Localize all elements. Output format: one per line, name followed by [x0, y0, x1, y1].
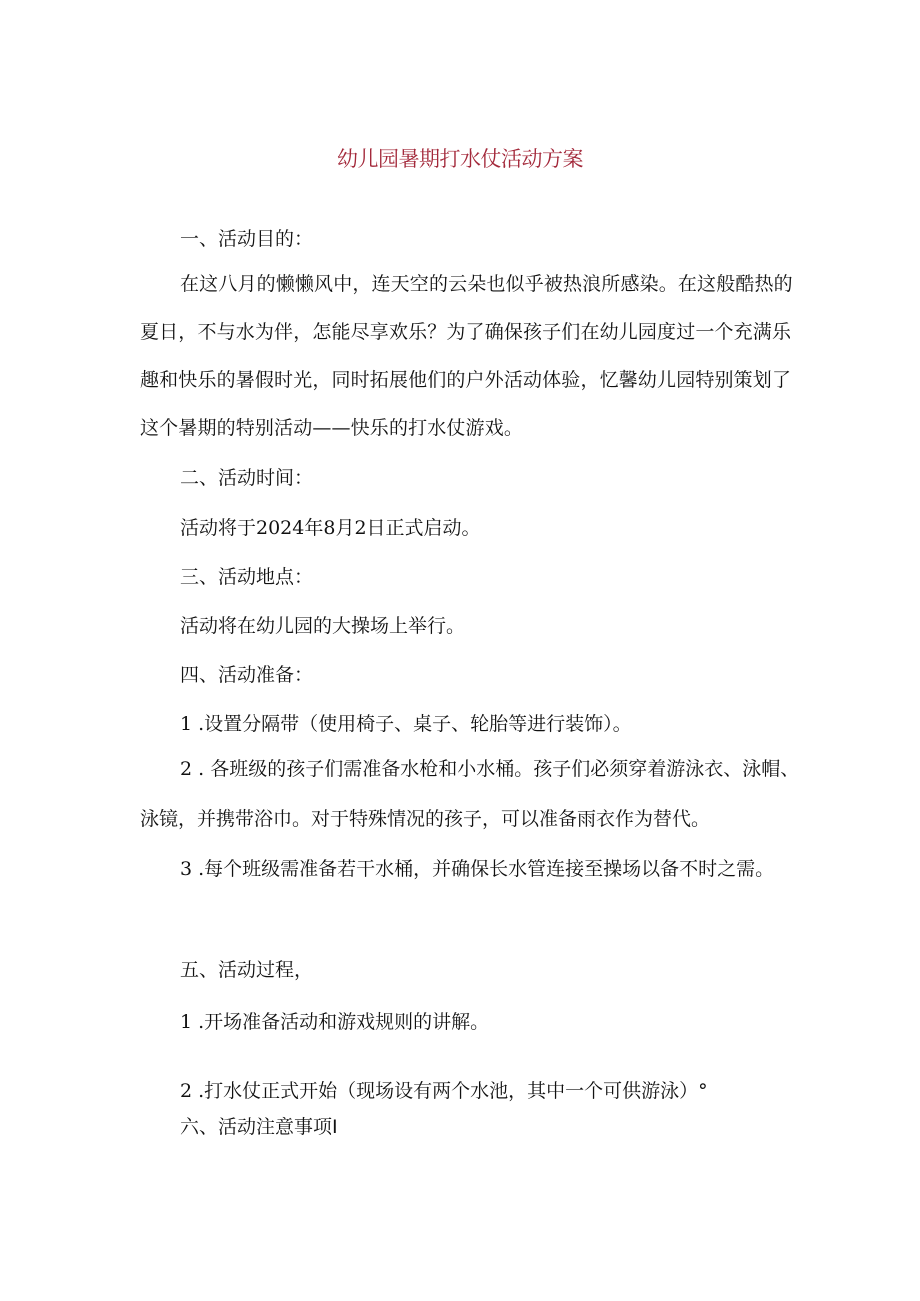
process-item-1: 1 .开场准备活动和游戏规则的讲解。 [180, 1011, 490, 1033]
purpose-paragraph: 在这八月的懒懒风中，连天空的云朵也似乎被热浪所感染。在这般酷热的夏日，不与水为伴，怎能尽享欢乐？为了确保孩子们在幼儿园度过一个充满乐趣和快乐的暑假时光，同时拓展他们的户外活动体验，忆馨幼儿园特别策划了这个暑期的特别活动——快乐的打水仗游戏。 [140, 273, 793, 439]
section-heading-notes: 六、活动注意事项I [180, 1116, 338, 1138]
section-heading-location: 三、活动地点： [180, 566, 314, 588]
document-title: 幼儿园暑期打水仗活动方案 [337, 147, 583, 171]
preparation-item-1: 1 .设置分隔带（使用椅子、桌子、轮胎等进行装饰）。 [180, 713, 632, 735]
process-item-2: 2 .打水仗正式开始（现场设有两个水池，其中一个可供游泳）° [180, 1080, 708, 1102]
section-heading-process: 五、活动过程， [180, 959, 314, 981]
preparation-item-2: 2 . 各班级的孩子们需准备水枪和小水桶。孩子们必须穿着游泳衣、泳帽、泳镜，并携带浴巾。对于特殊情况的孩子，可以准备雨衣作为替代。 [140, 758, 800, 830]
section-heading-time: 二、活动时间： [180, 467, 314, 489]
section-heading-purpose: 一、活动目的： [180, 228, 314, 250]
location-paragraph: 活动将在幼儿园的大操场上举行。 [180, 615, 466, 637]
section-heading-preparation: 四、活动准备： [180, 664, 314, 686]
time-paragraph: 活动将于2024年8月2日正式启动。 [180, 517, 481, 539]
preparation-item-3: 3 .每个班级需准备若干水桶，并确保长水管连接至操场以备不时之需。 [180, 858, 775, 880]
